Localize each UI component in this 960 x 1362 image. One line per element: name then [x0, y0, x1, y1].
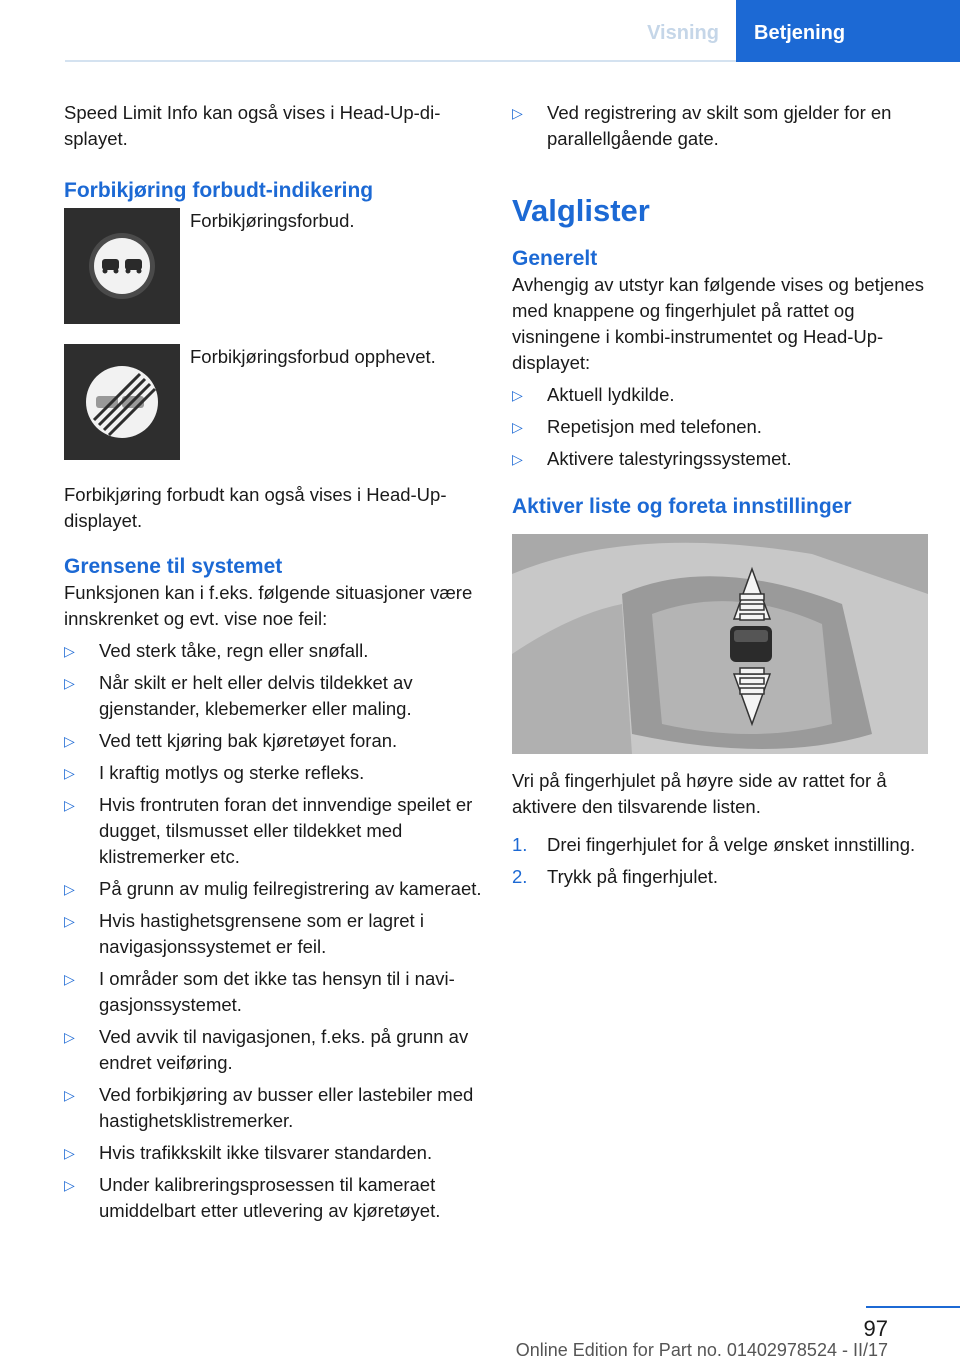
- triangle-bullet-icon: ▷: [512, 419, 523, 435]
- heading-limits: Grensene til systemet: [64, 555, 283, 578]
- generelt-list: [512, 382, 928, 472]
- heading-valglister: Valglister: [512, 193, 650, 228]
- sign1-caption: Forbikjøringsforbud.: [190, 210, 355, 231]
- triangle-bullet-icon: ▷: [64, 971, 75, 987]
- step-number: 2.: [512, 866, 528, 887]
- page-number: 97: [863, 1316, 888, 1341]
- triangle-bullet-icon: ▷: [64, 1087, 75, 1103]
- limits-paragraph: Funksjonen kan i f.eks. følgende situasjoner være innskrenket og evt. vise noe feil:: [64, 582, 473, 629]
- step-item: 1. Drei fingerhjulet for å velge ønsket innstilling.: [512, 832, 928, 858]
- overtaking-ended-sign-image: [64, 344, 180, 460]
- edition-text: Online Edition for Part no. 01402978524 - II/17: [515, 1340, 888, 1360]
- triangle-bullet-icon: ▷: [64, 1177, 75, 1193]
- list-item: ▷ Ved avvik til navigasjonen, f.eks. på grunn av endret veiføring.: [64, 1026, 469, 1073]
- list-item: ▷ Ved sterk tåke, regn eller snøfall.: [64, 638, 482, 664]
- list-item: ▷ I kraftig motlys og sterke refleks.: [64, 760, 482, 786]
- list-item: ▷ Hvis hastighetsgrensene som er lagret i navigasjonssystemet er feil.: [64, 910, 424, 957]
- sign2-caption: Forbikjøringsforbud opphevet.: [190, 346, 436, 367]
- triangle-bullet-icon: ▷: [64, 675, 75, 691]
- heading-generelt: Generelt: [512, 247, 598, 270]
- generelt-paragraph: Avhengig av utstyr kan følgende vises og betjenes med knappene og fingerhjulet på rattet og visningene i kombi-instrumentet og Head-Up-displayet:: [512, 274, 925, 373]
- step-number: 1.: [512, 834, 528, 855]
- footer-rule: [866, 1306, 960, 1308]
- list-item: ▷ Aktivere talestyringssystemet.: [512, 446, 928, 472]
- triangle-bullet-icon: ▷: [64, 797, 75, 813]
- triangle-bullet-icon: ▷: [64, 1145, 75, 1161]
- steering-wheel-image: [512, 534, 928, 754]
- list-item: ▷ Hvis trafikkskilt ikke tilsvarer standarden.: [64, 1140, 482, 1166]
- limits-list: [64, 638, 482, 1224]
- triangle-bullet-icon: ▷: [64, 1029, 75, 1045]
- continued-list: [512, 100, 928, 152]
- triangle-bullet-icon: ▷: [64, 643, 75, 659]
- tab-visning[interactable]: Visning: [647, 22, 719, 44]
- sign-row-no-overtaking: [64, 208, 482, 324]
- right-column: [512, 100, 928, 890]
- triangle-bullet-icon: ▷: [512, 387, 523, 403]
- triangle-bullet-icon: ▷: [64, 765, 75, 781]
- list-item: ▷ Ved tett kjøring bak kjøretøyet foran.: [64, 728, 482, 754]
- heading-aktiver-liste: Aktiver liste og foreta innstillinger: [512, 495, 852, 518]
- step-item: 2. Trykk på fingerhjulet.: [512, 864, 928, 890]
- triangle-bullet-icon: ▷: [64, 881, 75, 897]
- no-overtaking-sign-image: [64, 208, 180, 324]
- overtaking-paragraph: Forbikjøring forbudt kan også vises i Head-Up-displayet.: [64, 484, 447, 531]
- left-column: [64, 100, 482, 1224]
- wheel-paragraph: Vri på fingerhjulet på høyre side av rattet for å aktivere den tilsvarende listen.: [512, 770, 887, 817]
- list-item: ▷ Ved forbikjøring av busser eller lastebiler med hastighetsklistremerker.: [64, 1084, 474, 1131]
- triangle-bullet-icon: ▷: [64, 913, 75, 929]
- list-item: ▷ Ved registrering av skilt som gjelder for en parallellgående gate.: [512, 102, 892, 149]
- triangle-bullet-icon: ▷: [512, 105, 523, 121]
- triangle-bullet-icon: ▷: [512, 451, 523, 467]
- list-item: ▷ Når skilt er helt eller delvis tildekket av gjenstander, klebemerker eller maling.: [64, 672, 413, 719]
- list-item: ▷ I områder som det ikke tas hensyn til i navigasjonssystemet.: [64, 968, 455, 1015]
- list-item: ▷ Hvis frontruten foran det innvendige speilet er dugget, tilsmusset eller tildekket med klistremerker etc.: [64, 794, 473, 867]
- triangle-bullet-icon: ▷: [64, 733, 75, 749]
- list-item: ▷ Repetisjon med telefonen.: [512, 414, 928, 440]
- sign-row-overtaking-ended: [64, 344, 482, 460]
- steps-list: [512, 832, 928, 890]
- heading-overtaking: Forbikjøring forbudt-indikering: [64, 179, 374, 202]
- list-item: ▷ Under kalibreringsprosessen til kameraet umiddelbart etter utlevering av kjøretøyet.: [64, 1174, 441, 1221]
- intro-paragraph: Speed Limit Info kan også vises i Head-Up-displayet.: [64, 102, 441, 149]
- tab-betjening[interactable]: Betjening: [736, 0, 960, 62]
- list-item: ▷ På grunn av mulig feilregistrering av kameraet.: [64, 876, 482, 902]
- list-item: ▷ Aktuell lydkilde.: [512, 382, 928, 408]
